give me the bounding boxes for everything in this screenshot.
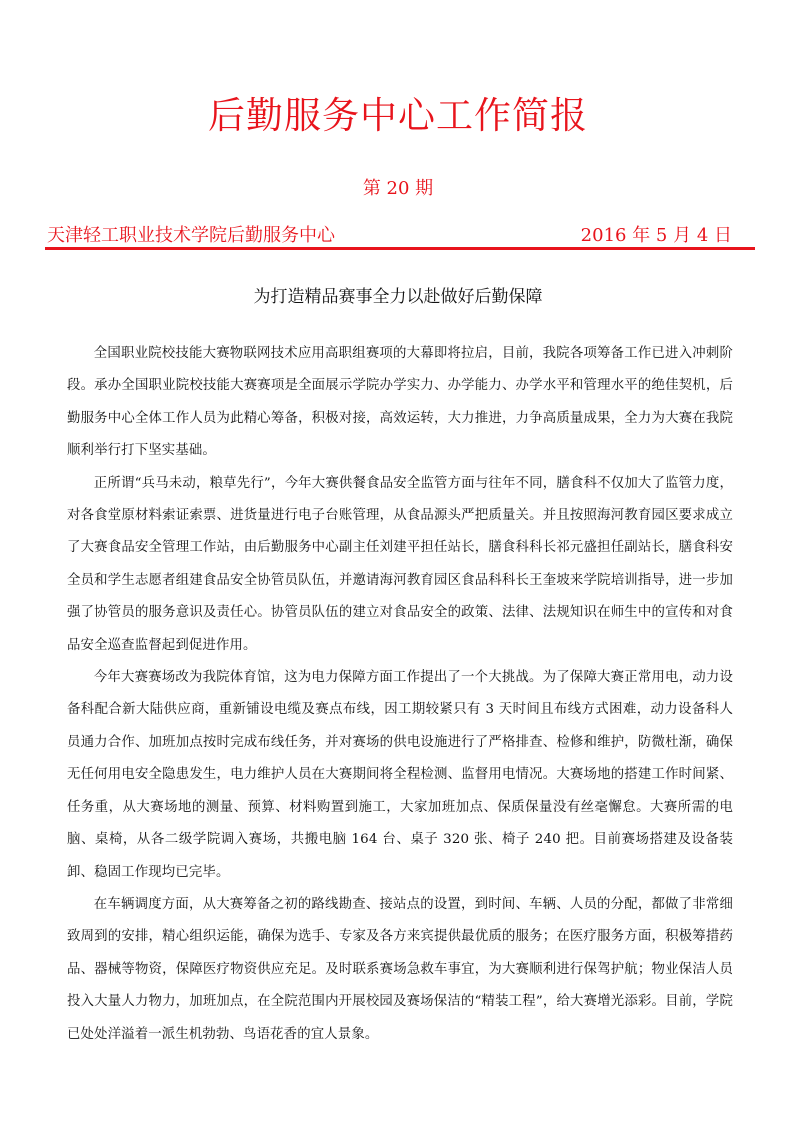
article-title: 为打造精品赛事全力以赴做好后勤保障: [253, 287, 543, 307]
masthead-title: 后勤服务中心工作简报: [208, 94, 588, 137]
article-paragraph: 在车辆调度方面，从大赛筹备之初的路线勘查、接站点的设置，到时间、车辆、人员的分配，都做了非常细致周到的安排，精心组织运能，确保为选手、专家及各方来宾提供最优质的服务；在医疗服务方面，积极筹措药品、器械等物资，保障医疗物资供应充足。及时联系赛场急救车事宜，为大赛顺利进行保驾护航；物业保洁人员投入大量人力物力，加班加点，在全院范围内开展校园及赛场保洁的“精装工程”，给大赛增光添彩。目前，学院已处处洋溢着一派生机勃勃、鸟语花香的宜人景象。: [67, 896, 733, 1042]
publisher-name: 天津轻工职业技术学院后勤服务中心: [47, 225, 335, 246]
article-paragraph: 今年大赛赛场改为我院体育馆，这为电力保障方面工作提出了一个大挑战。为了保障大赛正常用电，动力设备科配合新大陆供应商，重新铺设电缆及赛点布线，因工期较紧只有 3 天时间且布线方式困难，动力设备科人员通力合作、加班加点按时完成布线任务，并对赛场的供电设施进行了严格排查、检修和维护，防微杜渐，确保无任何用电安全隐患发生，电力维护人员在大赛期间将全程检测、监督用电情况。大赛场地的搭建工作时间紧、任务重，从大赛场地的测量、预算、材料购置到施工，大家加班加点、保质保量没有丝毫懈怠。大赛所需的电脑、桌椅，从各二级学院调入赛场，共搬电脑 164 台、桌子 320 张、椅子 240 把。目前赛场搭建及设备装卸、稳固工作现均已完毕。: [67, 670, 733, 880]
issue-number: 第 20 期: [362, 178, 434, 199]
article-paragraph: 正所谓“兵马未动，粮草先行”，今年大赛供餐食品安全监管方面与往年不同，膳食科不仅加大了监管力度，对各食堂原材料索证索票、进货量进行电子台账管理，从食品源头严把质量关。并且按照海河教育园区要求成立了大赛食品安全管理工作站，由后勤服务中心副主任刘建平担任站长，膳食科科长祁元盛担任副站长，膳食科安全员和学生志愿者组建食品安全协管员队伍，并邀请海河教育园区食品科科长王奎坡来学院培训指导，进一步加强了协管员的服务意识及责任心。协管员队伍的建立对食品安全的政策、法律、法规知识在师生中的宣传和对食品安全巡查监督起到促进作用。: [67, 475, 733, 653]
article-paragraph: 全国职业院校技能大赛物联网技术应用高职组赛项的大幕即将拉启，目前，我院各项筹备工作已进入冲刺阶段。承办全国职业院校技能大赛赛项是全面展示学院办学实力、办学能力、办学水平和管理水平的绝佳契机，后勤服务中心全体工作人员为此精心筹备，积极对接，高效运转，大力推进，力争高质量成果，全力为大赛在我院顺利举行打下坚实基础。: [67, 346, 733, 459]
article-body: [67, 338, 733, 1051]
publication-date: 2016 年 5 月 4 日: [580, 225, 732, 246]
header-divider: [45, 247, 755, 250]
